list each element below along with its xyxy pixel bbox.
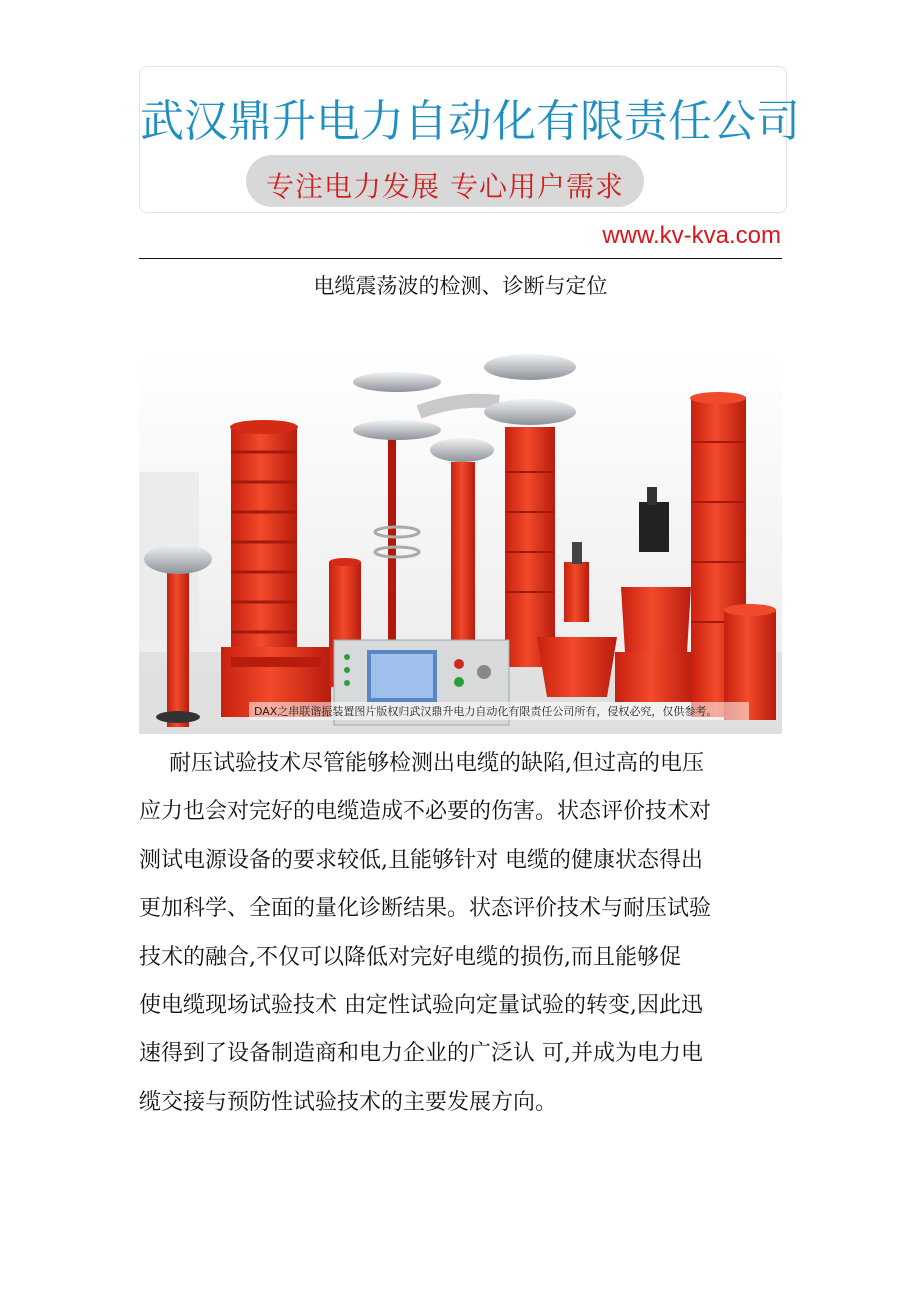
image-caption: DAX之串联谐振装置图片版权归武汉鼎升电力自动化有限责任公司所有，侵权必究，仅供参考。 — [254, 705, 718, 718]
paragraph-line: 技术的融合,不仅可以降低对完好电缆的损伤,而且能够促 — [139, 944, 681, 970]
paragraph-line: 缆交接与预防性试验技术的主要发展方向。 — [139, 1089, 558, 1115]
document-title: 电缆震荡波的检测、诊断与定位 — [313, 274, 608, 298]
slogan-pill — [246, 155, 644, 207]
company-name: 武汉鼎升电力自动化有限责任公司 — [140, 96, 800, 147]
company-banner — [139, 66, 800, 213]
paragraph-line: 速得到了设备制造商和电力企业的广泛认 可,并成为电力电 — [139, 1041, 703, 1067]
slogan-text: 专注电力发展 专心用户需求 — [266, 170, 624, 203]
paragraph-line: 测试电源设备的要求较低,且能够针对 电缆的健康状态得出 — [139, 847, 703, 873]
paragraph-line: 应力也会对完好的电缆造成不必要的伤害。状态评价技术对 — [139, 799, 712, 825]
body-paragraph — [139, 740, 782, 1127]
website-link[interactable]: www.kv-kva.com — [602, 222, 781, 249]
paragraph-line: 耐压试验技术尽管能够检测出电缆的缺陷,但过高的电压 — [169, 751, 704, 776]
header-divider — [139, 258, 782, 259]
paragraph-line: 更加科学、全面的量化诊断结果。状态评价技术与耐压试验 — [139, 896, 712, 922]
equipment-photo — [139, 352, 782, 734]
paragraph-line: 使电缆现场试验技术 由定性试验向定量试验的转变,因此迅 — [139, 993, 703, 1019]
